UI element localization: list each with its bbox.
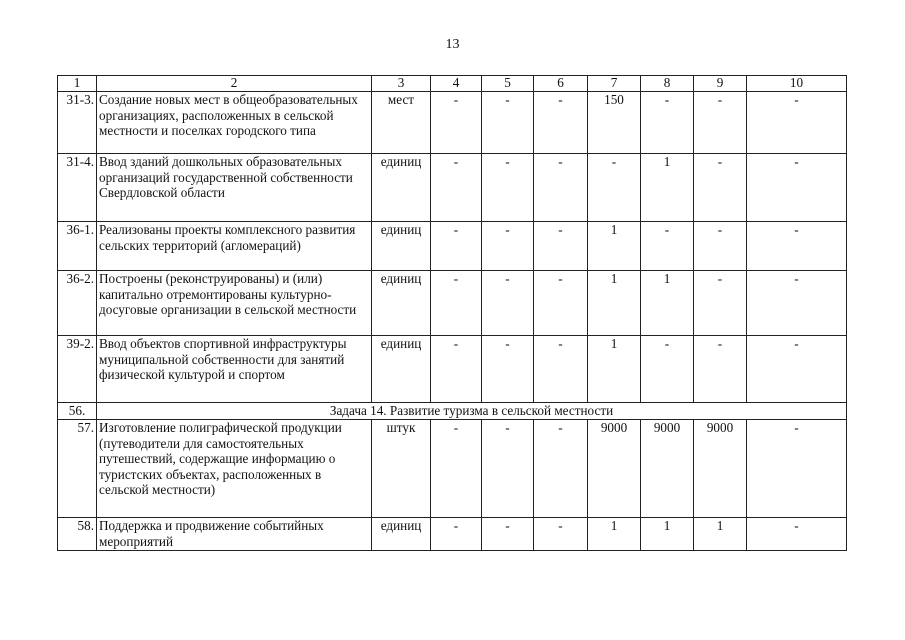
table-row <box>58 518 847 551</box>
column-header: 10 <box>747 76 847 92</box>
value-cell: 1 <box>588 222 641 271</box>
column-header: 8 <box>641 76 694 92</box>
task-heading: Задача 14. Развитие туризма в сельской местности <box>97 403 847 420</box>
row-number: 36-1. <box>58 222 97 271</box>
indicator-name: Создание новых мест в общеобразовательных организациях, расположенных в сельской местности и поселках городского типа <box>97 92 372 154</box>
value-cell: - <box>431 518 482 551</box>
indicator-name: Поддержка и продвижение событийных мероприятий <box>97 518 372 551</box>
column-header: 7 <box>588 76 641 92</box>
column-header: 4 <box>431 76 482 92</box>
value-cell: 1 <box>641 518 694 551</box>
unit-cell: единиц <box>372 271 431 336</box>
unit-cell: единиц <box>372 154 431 222</box>
value-cell: 1 <box>641 154 694 222</box>
table-row <box>58 92 847 154</box>
value-cell: 9000 <box>694 420 747 518</box>
value-cell: - <box>747 271 847 336</box>
row-number: 56. <box>58 403 97 420</box>
indicator-name: Ввод зданий дошкольных образовательных организаций государственной собственности Свердловской области <box>97 154 372 222</box>
value-cell: - <box>431 92 482 154</box>
page-number: 13 <box>445 37 460 52</box>
task-row <box>58 403 847 420</box>
value-cell: - <box>482 336 534 403</box>
column-header: 6 <box>534 76 588 92</box>
unit-cell: единиц <box>372 518 431 551</box>
unit-cell: штук <box>372 420 431 518</box>
value-cell: - <box>534 222 588 271</box>
table-row <box>58 222 847 271</box>
table-row <box>58 154 847 222</box>
row-number: 36-2. <box>58 271 97 336</box>
value-cell: 9000 <box>641 420 694 518</box>
value-cell: - <box>431 420 482 518</box>
value-cell: - <box>694 336 747 403</box>
value-cell: 1 <box>641 271 694 336</box>
value-cell: - <box>534 336 588 403</box>
value-cell: - <box>482 420 534 518</box>
value-cell: - <box>482 518 534 551</box>
column-header: 2 <box>97 76 372 92</box>
value-cell: - <box>482 222 534 271</box>
column-header: 3 <box>372 76 431 92</box>
value-cell: - <box>747 518 847 551</box>
value-cell: - <box>431 336 482 403</box>
value-cell: 150 <box>588 92 641 154</box>
row-number: 39-2. <box>58 336 97 403</box>
value-cell: - <box>747 92 847 154</box>
value-cell: - <box>482 154 534 222</box>
value-cell: - <box>431 271 482 336</box>
value-cell: - <box>588 154 641 222</box>
value-cell: - <box>431 154 482 222</box>
indicator-name: Изготовление полиграфической продукции (путеводители для самостоятельных путешествий, содержащие информацию о туристских объектах, расположенных в сельской местности) <box>97 420 372 518</box>
value-cell: - <box>482 92 534 154</box>
unit-cell: мест <box>372 92 431 154</box>
column-header: 9 <box>694 76 747 92</box>
unit-cell: единиц <box>372 222 431 271</box>
indicators-table <box>57 75 847 551</box>
value-cell: - <box>534 271 588 336</box>
value-cell: - <box>747 154 847 222</box>
value-cell: - <box>641 336 694 403</box>
row-number: 31-3. <box>58 92 97 154</box>
table-row <box>58 336 847 403</box>
value-cell: - <box>747 336 847 403</box>
row-number: 31-4. <box>58 154 97 222</box>
value-cell: 1 <box>588 336 641 403</box>
value-cell: - <box>641 92 694 154</box>
value-cell: - <box>431 222 482 271</box>
row-number: 58. <box>58 518 97 551</box>
value-cell: - <box>534 420 588 518</box>
value-cell: 9000 <box>588 420 641 518</box>
value-cell: - <box>641 222 694 271</box>
value-cell: 1 <box>588 518 641 551</box>
value-cell: - <box>694 154 747 222</box>
value-cell: - <box>694 271 747 336</box>
table-row <box>58 420 847 518</box>
column-header: 5 <box>482 76 534 92</box>
table-header-row <box>58 76 847 92</box>
value-cell: - <box>694 222 747 271</box>
column-header: 1 <box>58 76 97 92</box>
value-cell: - <box>747 222 847 271</box>
value-cell: - <box>482 271 534 336</box>
indicator-name: Реализованы проекты комплексного развития сельских территорий (агломераций) <box>97 222 372 271</box>
indicator-name: Построены (реконструированы) и (или) капитально отремонтированы культурно-досуговые организации в сельской местности <box>97 271 372 336</box>
value-cell: 1 <box>588 271 641 336</box>
value-cell: - <box>694 92 747 154</box>
value-cell: - <box>534 154 588 222</box>
indicator-name: Ввод объектов спортивной инфраструктуры муниципальной собственности для занятий физической культурой и спортом <box>97 336 372 403</box>
value-cell: 1 <box>694 518 747 551</box>
value-cell: - <box>534 518 588 551</box>
unit-cell: единиц <box>372 336 431 403</box>
value-cell: - <box>534 92 588 154</box>
row-number: 57. <box>58 420 97 518</box>
table-row <box>58 271 847 336</box>
value-cell: - <box>747 420 847 518</box>
